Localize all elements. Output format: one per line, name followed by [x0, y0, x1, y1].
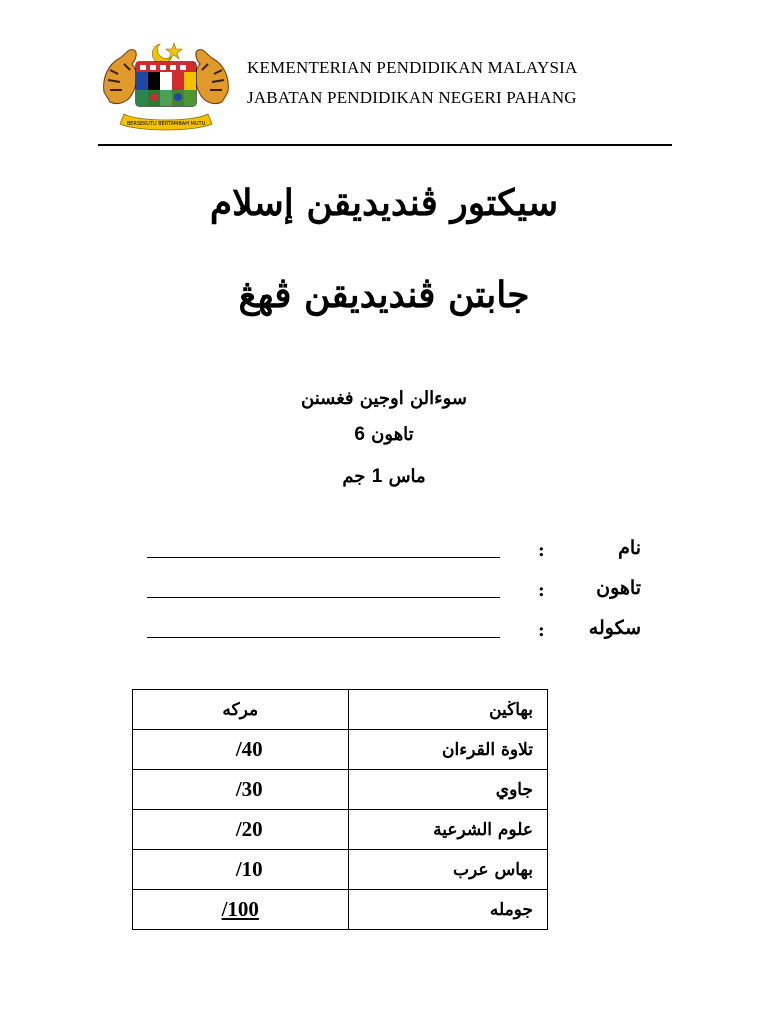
table-header-row [133, 690, 548, 730]
exam-year-value: 6 [354, 424, 365, 445]
total-score-value: /100 [221, 897, 259, 921]
department-name: JABATAN PENDIDIKAN NEGERI PAHANG [247, 88, 577, 107]
field-colon: : [538, 540, 545, 561]
score-cell[interactable] [133, 730, 349, 770]
score-cell[interactable] [133, 850, 349, 890]
exam-year-label: تاهون [371, 424, 414, 445]
header-divider [98, 144, 672, 146]
field-colon: : [538, 580, 545, 601]
component-cell: تلاوة القرءان [348, 730, 547, 770]
table-row [133, 770, 548, 810]
score-cell[interactable] [133, 770, 349, 810]
total-label-cell: جومله [348, 890, 547, 930]
sector-title: سيكتور ڤنديديقن إسلام [209, 182, 559, 224]
component-column-header: بهاڬين [348, 690, 547, 730]
score-cell[interactable] [133, 810, 349, 850]
exam-duration-prefix: ماس [388, 466, 426, 487]
exam-subject: سوءالن اوجين فغسنن [301, 388, 467, 409]
year-entry-line[interactable] [147, 597, 500, 598]
table-row [133, 730, 548, 770]
ministry-name: KEMENTERIAN PENDIDIKAN MALAYSIA [247, 58, 578, 77]
name-entry-line[interactable] [147, 557, 500, 558]
department-title: جابتن ڤنديديقن ڤهڠ [238, 274, 530, 316]
total-score-cell[interactable] [133, 890, 349, 930]
table-row [133, 850, 548, 890]
score-column-header: مركه [133, 690, 349, 730]
exam-duration-value: 1 [371, 466, 383, 487]
marks-table [132, 689, 548, 930]
component-cell: جاوي [348, 770, 547, 810]
component-cell: بهاس عرب [348, 850, 547, 890]
exam-duration-suffix: جم [342, 466, 366, 487]
score-value: /10 [235, 857, 263, 881]
table-total-row [133, 890, 548, 930]
field-colon: : [538, 620, 545, 641]
score-value: /30 [235, 777, 263, 801]
score-value: /40 [235, 737, 263, 761]
field-label-name: نام [618, 537, 641, 559]
exam-duration [0, 466, 768, 488]
field-label-year: تاهون [596, 577, 641, 599]
component-cell: علوم الشرعية [348, 810, 547, 850]
coat-of-arms-icon [98, 40, 234, 132]
field-label-school: سكوله [588, 617, 641, 639]
table-row [133, 810, 548, 850]
score-value: /20 [235, 817, 263, 841]
school-entry-line[interactable] [147, 637, 500, 638]
exam-year [0, 424, 768, 446]
svg-text:BERSEKUTU BERTAMBAH MUTU: BERSEKUTU BERTAMBAH MUTU [126, 121, 206, 127]
